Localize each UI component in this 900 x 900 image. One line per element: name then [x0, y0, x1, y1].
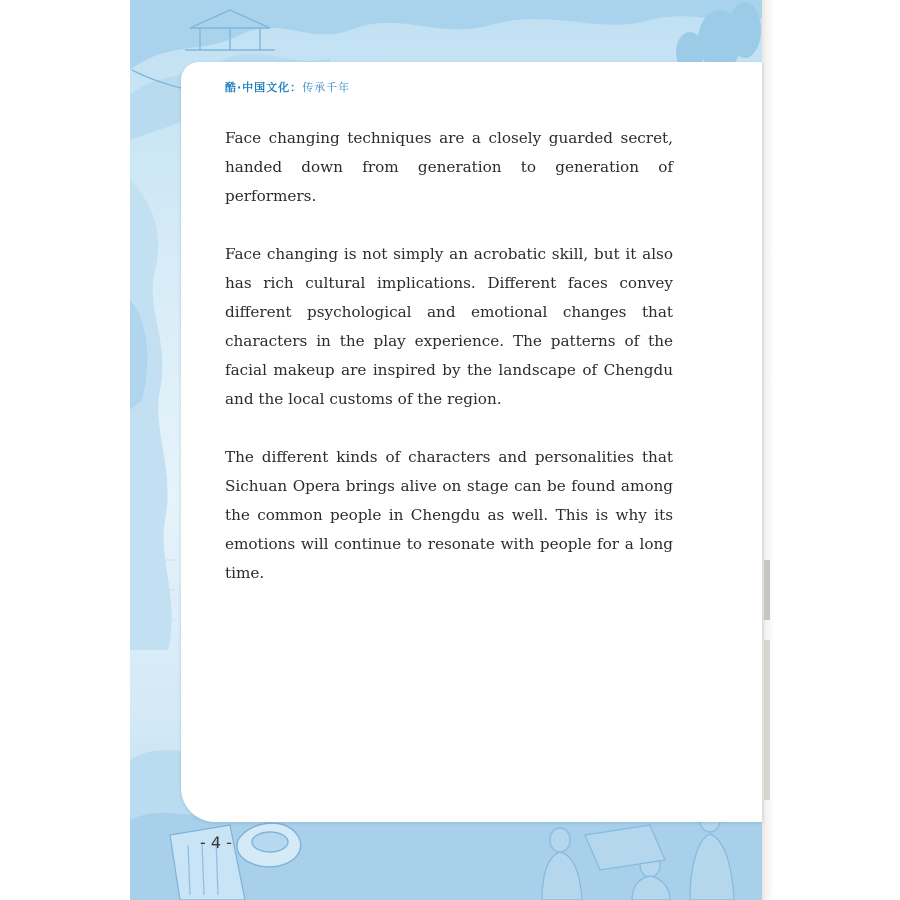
paragraph-3: The different kinds of characters and personalities that Sichuan Opera brings alive on stage can be found among the common people in Chengdu as well. This is why its emotions will continue to resonate with people for a long time.: [225, 448, 673, 582]
series-subtitle: 传承千年: [302, 81, 351, 94]
series-title: 酷·中国文化：: [225, 81, 303, 94]
page-edge-mark: [764, 560, 770, 620]
page-number: - 4 -: [200, 833, 232, 852]
page-edge-mark: [764, 640, 770, 800]
paragraph-2: Face changing is not simply an acrobatic skill, but it also has rich cultural implications. Different faces convey different psychological and emotional changes that characters in the play experience. The patterns of the facial makeup are inspired by the landscape of Chengdu and the local customs of the region.: [225, 245, 673, 408]
running-header: [225, 79, 350, 95]
paragraph-1: Face changing techniques are a closely guarded secret, handed down from generation to generation of performers.: [225, 129, 673, 205]
body-text: [225, 124, 673, 617]
